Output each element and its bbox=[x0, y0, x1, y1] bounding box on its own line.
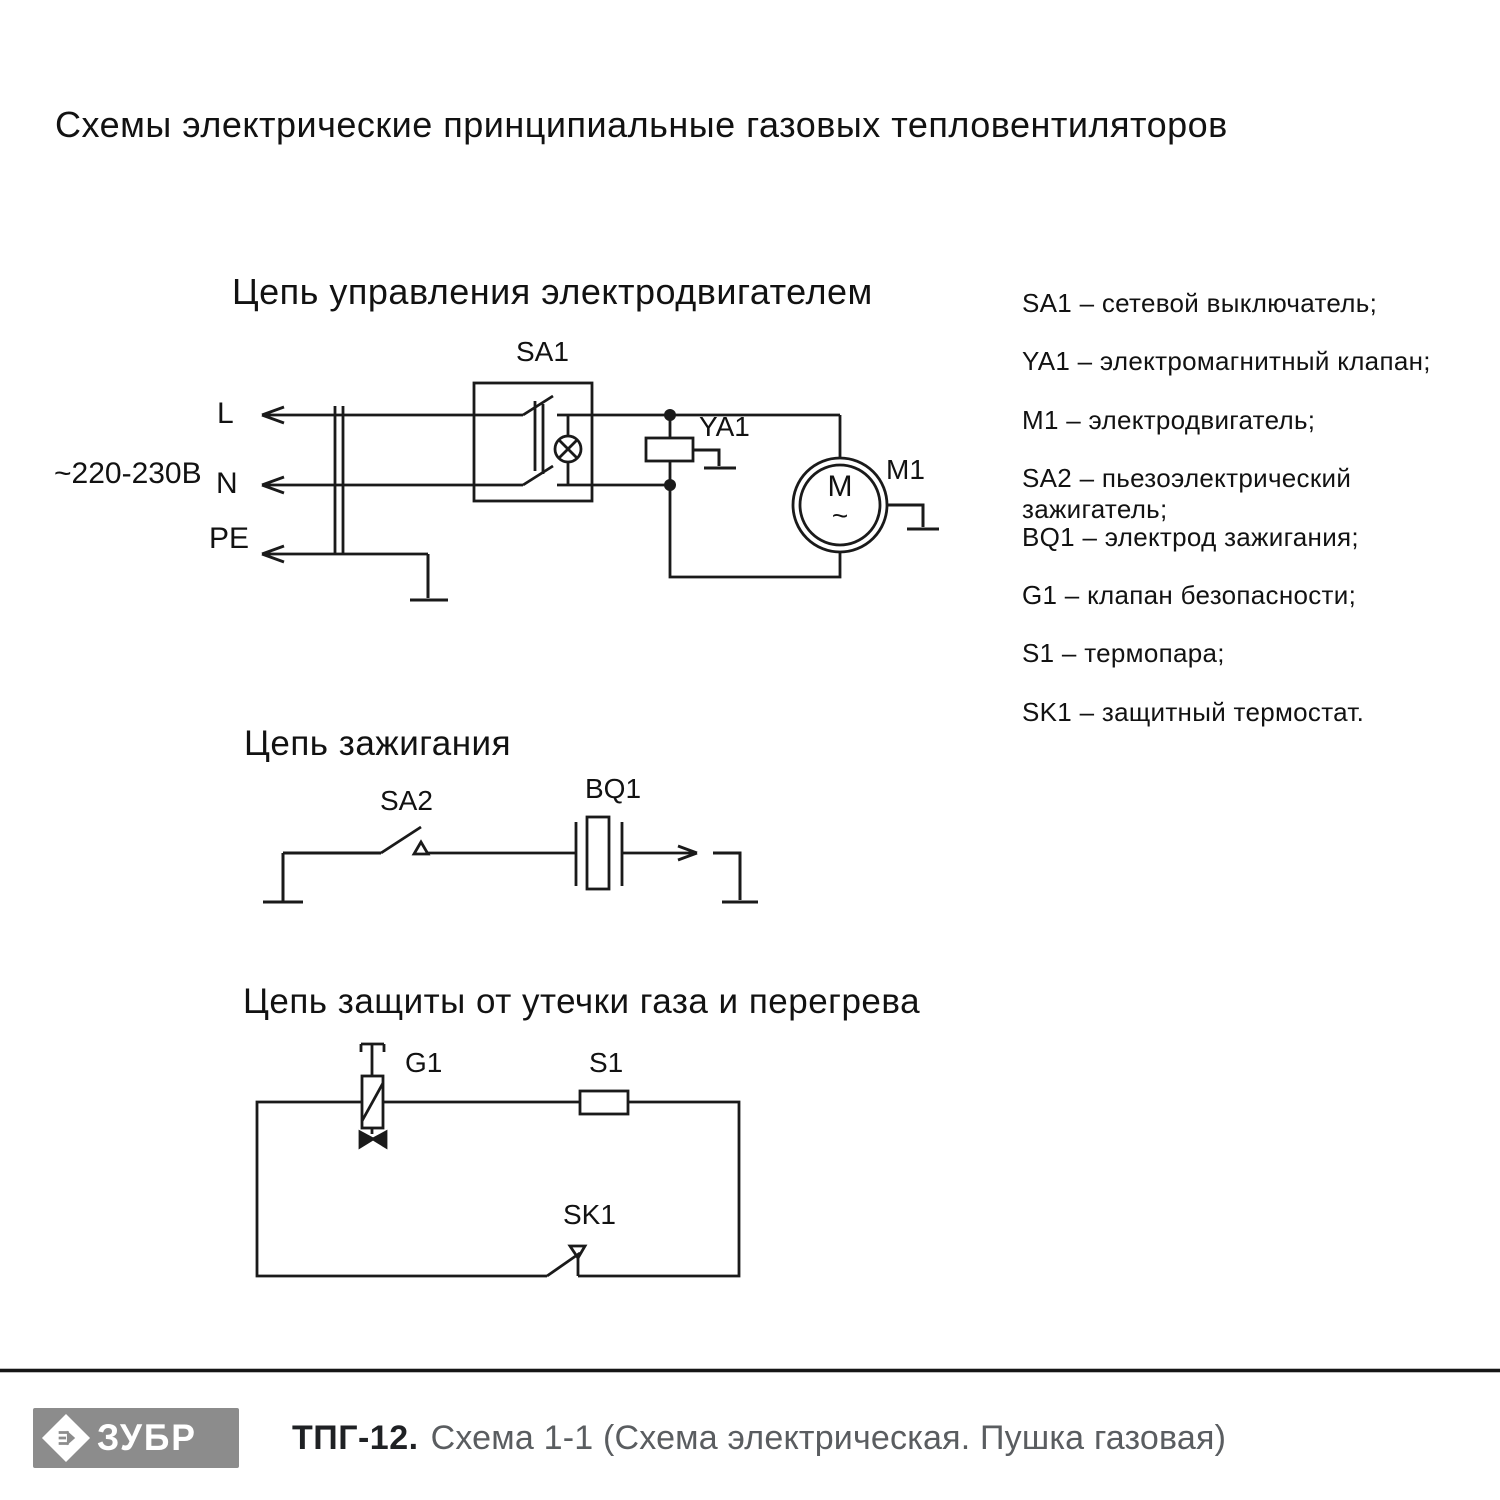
label-supply-voltage: ~220-230В bbox=[54, 457, 202, 490]
label-bq1: BQ1 bbox=[585, 773, 642, 804]
protection-circuit-drawing bbox=[257, 1044, 739, 1276]
footer-caption-line bbox=[292, 1420, 1226, 1457]
legend-item: SA2 – пьезоэлектрический зажигатель; bbox=[1022, 463, 1352, 525]
legend-item: SK1 – защитный термостат. bbox=[1022, 696, 1365, 727]
legend-item: S1 – термопара; bbox=[1022, 638, 1225, 669]
footer-divider bbox=[0, 1369, 1500, 1372]
label-ya1: YA1 bbox=[699, 411, 750, 442]
section-title-ignition: Цепь зажигания bbox=[244, 724, 512, 763]
section-title-protection: Цепь защиты от утечки газа и перегрева bbox=[243, 982, 921, 1021]
footer-model: ТПГ-12. bbox=[292, 1419, 419, 1457]
label-sa1: SA1 bbox=[516, 336, 569, 367]
label-neutral-n: N bbox=[216, 467, 238, 500]
label-s1: S1 bbox=[589, 1047, 624, 1078]
page-title: Схемы электрические принципиальные газовых тепловентиляторов bbox=[55, 104, 1228, 145]
zubr-diamond-icon bbox=[42, 1414, 90, 1462]
label-sk1: SK1 bbox=[563, 1199, 616, 1230]
legend-item: BQ1 – электрод зажигания; bbox=[1022, 521, 1359, 552]
motor-ac-symbol: ~ bbox=[831, 500, 849, 531]
motor-m-symbol: M bbox=[827, 470, 853, 503]
component-legend bbox=[1022, 288, 1482, 755]
legend-item: YA1 – электромагнитный клапан; bbox=[1022, 346, 1431, 377]
legend-item: M1 – электродвигатель; bbox=[1022, 404, 1316, 435]
section-title-motor-control: Цепь управления электродвигателем bbox=[232, 271, 873, 312]
label-line-l: L bbox=[217, 397, 234, 430]
label-sa2: SA2 bbox=[380, 785, 433, 816]
ignition-circuit-drawing bbox=[263, 817, 758, 902]
zubr-logo bbox=[33, 1408, 239, 1468]
label-m1: M1 bbox=[886, 454, 925, 485]
footer-caption: Схема 1-1 (Схема электрическая. Пушка газовая) bbox=[430, 1419, 1227, 1457]
legend-item: G1 – клапан безопасности; bbox=[1022, 579, 1357, 610]
label-g1: G1 bbox=[405, 1047, 443, 1078]
label-pe: PE bbox=[209, 522, 250, 555]
legend-item: SA1 – сетевой выключатель; bbox=[1022, 288, 1378, 318]
brand-text: ЗУБР bbox=[97, 1417, 197, 1458]
